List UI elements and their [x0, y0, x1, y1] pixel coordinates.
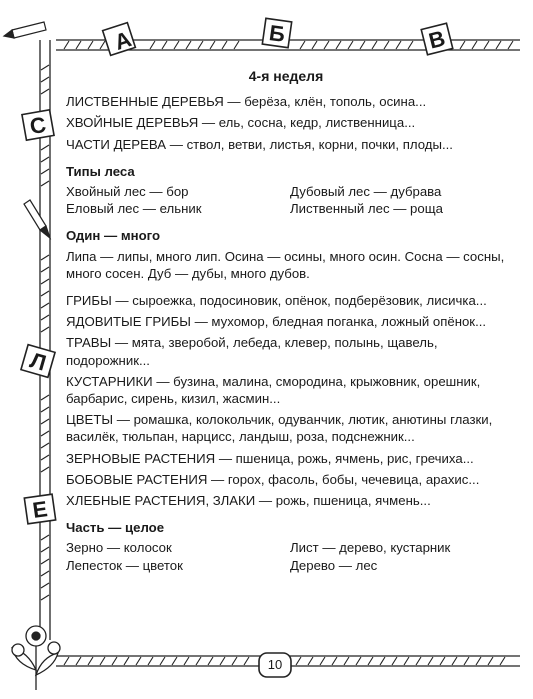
paragraph-coniferous-trees: ХВОЙНЫЕ ДЕРЕВЬЯ — ель, сосна, кедр, лиственница... — [66, 115, 416, 131]
pencil-icon — [24, 200, 50, 238]
forest-types-title: Типы леса — [66, 163, 135, 179]
letter-block-l: Л — [27, 347, 50, 376]
paragraph-deciduous-trees: ЛИСТВЕННЫЕ ДЕРЕВЬЯ — берёза, клён, тополь, осина... — [66, 94, 427, 110]
pair-right: Дерево — лес — [290, 557, 378, 573]
page-content — [66, 58, 506, 574]
letter-block-s: С — [27, 111, 48, 140]
forest-types-row — [66, 200, 506, 217]
one-many-text: Липа — липы, много лип. Осина — осины, много осин. Сосна — сосны, много сосен. Дуб — дубы, много дубов. — [66, 248, 505, 281]
paragraph-tree-parts: ЧАСТИ ДЕРЕВА — ствол, ветви, листья, корни, почки, плоды... — [66, 136, 453, 152]
letter-block-a: А — [111, 26, 135, 55]
one-many-title: Один — много — [66, 228, 161, 244]
part-whole-row — [66, 539, 506, 556]
letter-block-v: В — [426, 25, 448, 54]
paragraph-mushrooms: ГРИБЫ — сыроежка, подосиновик, опёнок, подберёзовик, лисичка... — [66, 293, 487, 309]
part-whole-title: Часть — целое — [66, 520, 165, 536]
paragraph-poisonous-mushrooms: ЯДОВИТЫЕ ГРИБЫ — мухомор, бледная поганка, ложный опёнок... — [66, 314, 487, 330]
letter-block-e: Е — [30, 496, 49, 523]
pair-left: Хвойный лес — бор — [66, 184, 189, 200]
pencil-icon — [4, 22, 46, 38]
letter-block-b: Б — [267, 20, 287, 47]
paragraph-flowers: ЦВЕТЫ — ромашка, колокольчик, одуванчик, лютик, анютины глазки, василёк, тюльпан, нарцисс, ландыш, роза, подснежник... — [66, 412, 493, 445]
pair-right: Лиственный лес — роща — [290, 201, 443, 217]
pair-right: Дубовый лес — дубрава — [290, 184, 442, 200]
pair-left: Зерно — колосок — [66, 540, 172, 556]
paragraph-herbs: ТРАВЫ — мята, зверобой, лебеда, клевер, полынь, щавель, подорожник... — [66, 335, 438, 368]
paragraph-cereals: ХЛЕБНЫЕ РАСТЕНИЯ, ЗЛАКИ — рожь, пшеница, ячмень... — [66, 493, 431, 509]
page-number: 10 — [267, 657, 283, 672]
paragraph-grain-plants: ЗЕРНОВЫЕ РАСТЕНИЯ — пшеница, рожь, ячмень, рис, гречиха... — [66, 450, 474, 466]
part-whole-row — [66, 557, 506, 574]
pair-left: Лепесток — цветок — [66, 557, 183, 573]
paragraph-shrubs: КУСТАРНИКИ — бузина, малина, смородина, крыжовник, орешник, барбарис, сирень, кизил, жасмин... — [66, 373, 481, 407]
forest-types-row — [66, 183, 506, 200]
flower-icon — [12, 626, 60, 690]
pair-right: Лист — дерево, кустарник — [290, 540, 451, 556]
week-title: 4-я неделя — [248, 68, 324, 84]
paragraph-legumes: БОБОВЫЕ РАСТЕНИЯ — горох, фасоль, бобы, чечевица, арахис... — [66, 471, 480, 487]
pair-left: Еловый лес — ельник — [66, 201, 202, 217]
